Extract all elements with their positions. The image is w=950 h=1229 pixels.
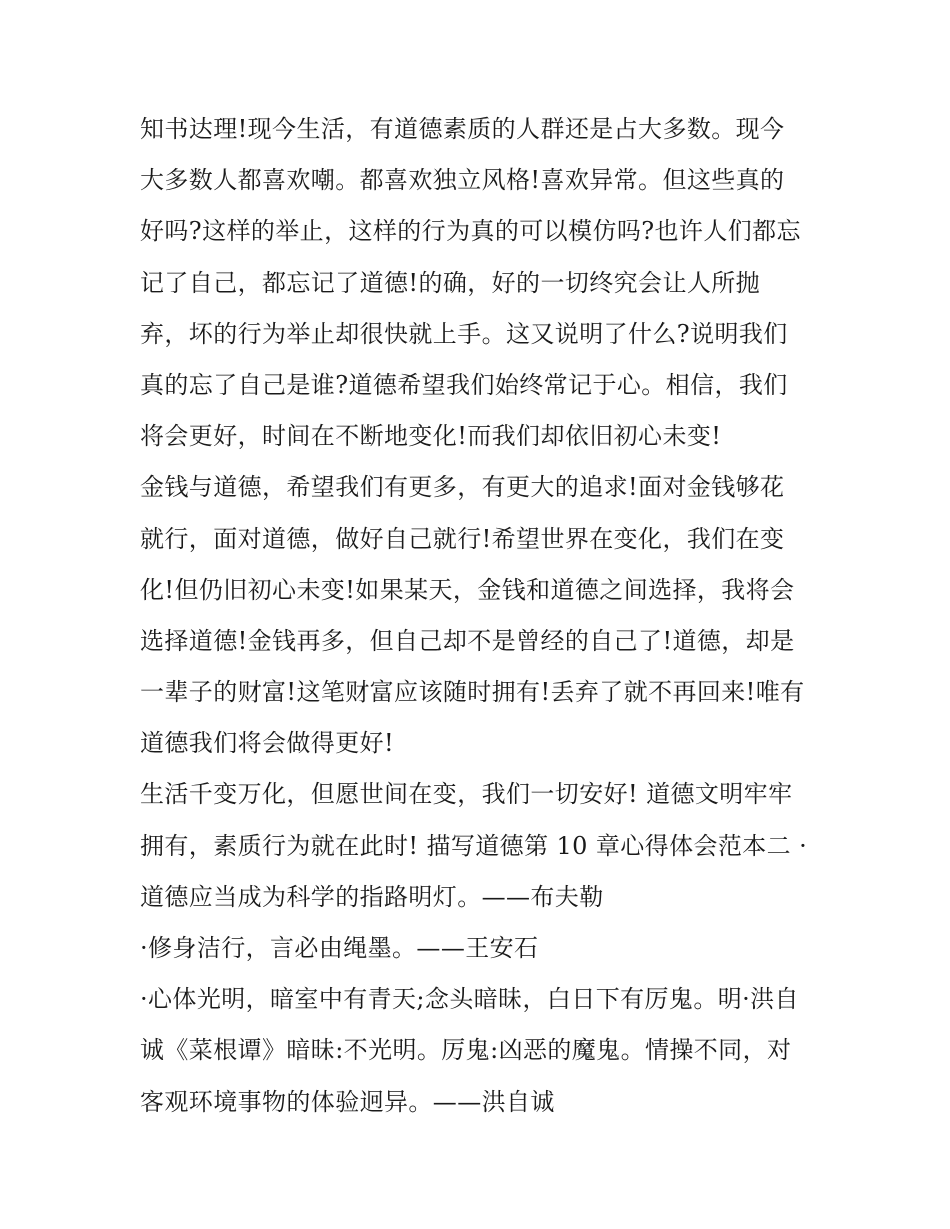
text-line: 将会更好，时间在不断地变化!而我们却依旧初心未变! xyxy=(140,422,722,451)
text-line: 道德我们将会做得更好! xyxy=(140,729,395,758)
text-line: 记了自己，都忘记了道德!的确，好的一切终究会让人所抛 xyxy=(140,268,761,297)
text-line: 大多数人都喜欢嘲。都喜欢独立风格!喜欢异常。但这些真的 xyxy=(140,166,785,195)
text-line: 化!但仍旧初心未变!如果某天，金钱和道德之间选择，我将会 xyxy=(140,575,795,604)
text-line: 就行，面对道德，做好自己就行!希望世界在变化，我们在变 xyxy=(140,524,785,553)
text-line: 选择道德!金钱再多，但自己却不是曾经的自己了!道德，却是 xyxy=(140,626,795,655)
text-line: 道德应当成为科学的指路明灯。——布夫勒 xyxy=(140,882,604,911)
text-line: 拥有，素质行为就在此时! 描写道德第 10 章心得体会范本二 · xyxy=(140,831,808,860)
text-line: 真的忘了自己是谁?道德希望我们始终常记于心。相信，我们 xyxy=(140,370,788,399)
text-line: 诚《菜根谭》暗昧:不光明。厉鬼:凶恶的魔鬼。情操不同，对 xyxy=(140,1036,792,1065)
text-line: 好吗?这样的举止，这样的行为真的可以模仿吗?也许人们都忘 xyxy=(140,217,801,246)
text-line: 一辈子的财富!这笔财富应该随时拥有!丢弃了就不再回来!唯有 xyxy=(140,678,805,707)
document-body xyxy=(140,104,820,1128)
text-line: ·修身洁行，言必由绳墨。——王安石 xyxy=(140,934,539,962)
text-line: 知书达理!现今生活，有道德素质的人群还是占大多数。现今 xyxy=(140,115,785,143)
text-line: ·心体光明，暗室中有青天;念头暗昧，白日下有厉鬼。明·洪自 xyxy=(140,985,799,1014)
text-line: 生活千变万化，但愿世间在变，我们一切安好! 道德文明牢牢 xyxy=(140,780,793,809)
text-line: 金钱与道德，希望我们有更多，有更大的追求!面对金钱够花 xyxy=(140,473,785,502)
text-line: 客观环境事物的体验迥异。——洪自诚 xyxy=(140,1087,555,1116)
text-line: 弃，坏的行为举止却很快就上手。这又说明了什么?说明我们 xyxy=(140,319,788,348)
